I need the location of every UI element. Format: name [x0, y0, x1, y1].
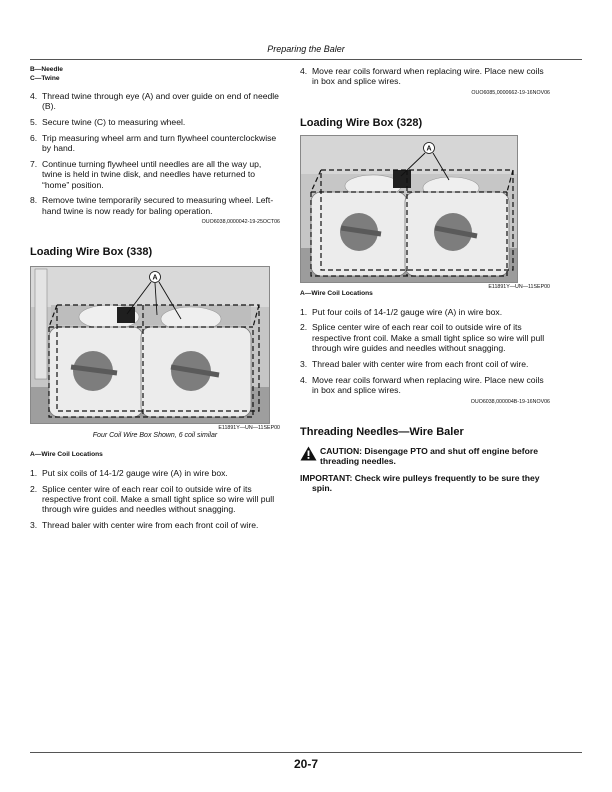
step-item	[300, 322, 550, 353]
header-divider	[30, 59, 582, 60]
step-item	[30, 195, 280, 216]
step-text: Splice center wire of each rear coil to outside wire of its respective front coil. Make a small tight splice so wire will pull through wire guides and needles without snagging.	[312, 322, 545, 353]
step-number: 5.	[30, 117, 38, 128]
section-title-threading-needles: Threading Needles—Wire Baler	[300, 425, 464, 438]
wire-box-328-steps-list	[300, 307, 550, 396]
step-item	[30, 133, 280, 154]
step-number: 6.	[30, 132, 38, 143]
footer-divider	[30, 752, 582, 753]
step-text: Thread baler with center wire from each front coil of wire.	[312, 358, 529, 369]
step-item	[300, 307, 550, 317]
step-number: 1.	[30, 467, 38, 478]
wire-box-338-steps-list	[30, 468, 280, 530]
step-item	[30, 159, 280, 190]
step-text: Remove twine temporarily secured to measuring wheel. Left-hand twine is now ready for baling operation.	[42, 195, 274, 216]
legend-item-twine: C—Twine	[30, 74, 60, 82]
step-number: 3.	[300, 358, 308, 369]
step-number: 1.	[300, 306, 308, 317]
wire-box-photo-328	[300, 135, 518, 283]
step-item	[30, 91, 280, 112]
step-item	[30, 468, 280, 478]
photo-label-a: A	[426, 145, 432, 153]
legend-item-needle: B—Needle	[30, 66, 63, 73]
photo-code-338: E11891Y—UN—11SEP00	[218, 425, 280, 432]
step-text: Move rear coils forward when replacing wire. Place new coils in box and splice wires.	[312, 66, 544, 87]
step-item	[300, 359, 550, 369]
wire-box-illustration	[301, 136, 518, 283]
section-title-wire-box-328: Loading Wire Box (328)	[300, 117, 423, 130]
photo-code-328: E11891Y—UN—11SEP00	[488, 284, 550, 291]
wire-box-photo-338	[30, 266, 270, 424]
reference-code: OUO6085,0000662-19-16NOV06	[471, 90, 550, 97]
step-text: Splice center wire of each rear coil to outside wire of its respective front coil. Make a small tight splice so wire will pull through wire guides and needles without snagging.	[42, 483, 275, 515]
step-item	[30, 484, 280, 515]
step-number: 4.	[300, 66, 308, 76]
step-item	[30, 520, 280, 530]
needle-legend	[30, 66, 280, 83]
step-text: Thread twine through eye (A) and over guide on end of needle (B).	[42, 91, 279, 112]
step-number: 3.	[30, 520, 38, 531]
wire-coil-legend-328: A—Wire Coil Locations	[300, 290, 373, 298]
wire-box-illustration	[31, 267, 270, 424]
reference-code: OUO6038,0000042-19-25OCT06	[201, 219, 280, 226]
step-text: Thread baler with center wire from each front coil of wire.	[42, 520, 259, 531]
step-item	[300, 375, 550, 396]
step-item	[300, 66, 550, 87]
step-text: Trip measuring wheel arm and turn flywheel counterclockwise by hand.	[42, 132, 277, 154]
photo-caption-338: Four Coil Wire Box Shown, 6 coil similar	[92, 432, 218, 440]
page-number: 20-7	[293, 757, 319, 771]
important-notice: IMPORTANT: Check wire pulleys frequently to be sure they spin.	[300, 472, 540, 494]
twine-steps-list	[30, 91, 280, 216]
section-title-wire-box-338: Loading Wire Box (338)	[30, 246, 153, 259]
step-number: 7.	[30, 158, 38, 169]
step-number: 4.	[300, 374, 308, 385]
step-text: Move rear coils forward when replacing wire. Place new coils in box and splice wires.	[312, 374, 544, 395]
step-number: 4.	[30, 91, 38, 101]
step-text: Put four coils of 14-1/2 gauge wire (A) in wire box.	[312, 306, 503, 317]
step-number: 2.	[300, 322, 308, 333]
warning-triangle-icon	[300, 446, 317, 464]
step-text: Continue turning flywheel until needles are all the way up, twine is held in twine disk, and needles have returned to “home” position.	[42, 158, 262, 190]
continued-steps-list	[300, 66, 550, 87]
step-number: 2.	[30, 483, 38, 494]
step-item	[30, 117, 280, 127]
right-column	[300, 66, 550, 494]
caution-notice	[300, 446, 550, 467]
photo-label-a: A	[152, 275, 158, 283]
wire-coil-legend-338: A—Wire Coil Locations	[30, 451, 103, 459]
left-column	[30, 66, 280, 536]
caution-text: CAUTION: Disengage PTO and shut off engine before threading needles.	[320, 445, 539, 467]
step-text: Secure twine (C) to measuring wheel.	[42, 117, 186, 128]
step-number: 8.	[30, 195, 38, 206]
page-header-title: Preparing the Baler	[267, 44, 345, 54]
step-text: Put six coils of 14-1/2 gauge wire (A) in wire box.	[42, 467, 228, 478]
reference-code: OUO6038,000004B-19-16NOV06	[470, 398, 550, 405]
